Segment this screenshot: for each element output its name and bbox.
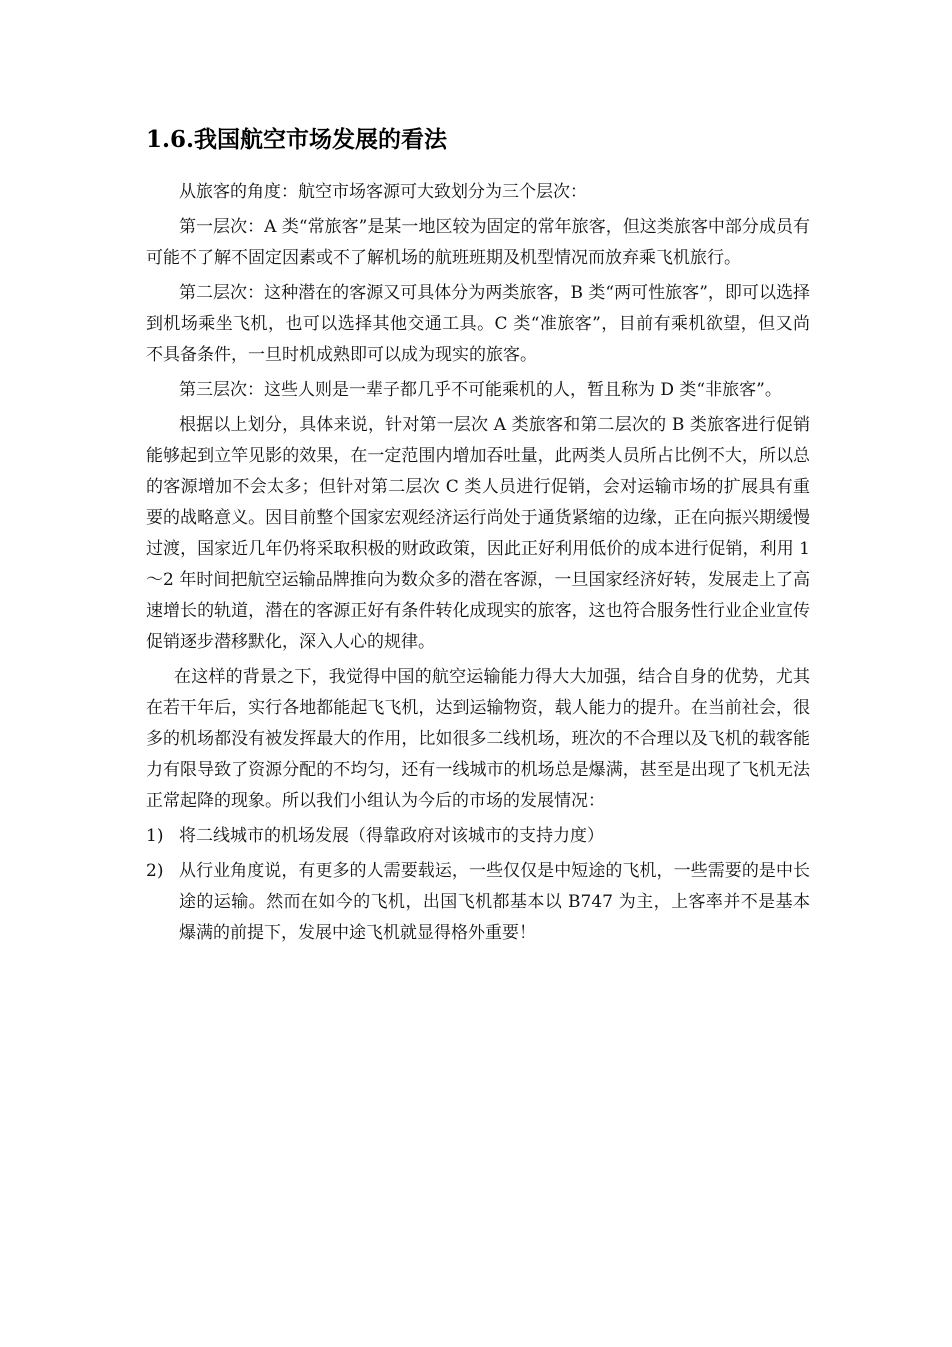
list-item <box>146 821 810 852</box>
paragraph-outlook: 在这样的背景之下，我觉得中国的航空运输能力得大大加强，结合自身的优势，尤其在若干年后，实行各地都能起飞飞机，达到运输物资，载人能力的提升。在当前社会，很多的机场都没有被发挥最大的作用，比如很多二线机场，班次的不合理以及飞机的载客能力有限导致了资源分配的不均匀，还有一线城市的机场总是爆满，甚至是出现了飞机无法正常起降的现象。所以我们小组认为今后的市场的发展情况： <box>146 667 810 811</box>
list-item <box>146 856 810 949</box>
section-heading: 1.6.我国航空市场发展的看法 <box>146 126 448 153</box>
outlook-list <box>146 821 810 949</box>
list-item-text: 从行业角度说，有更多的人需要载运，一些仅仅是中短途的飞机，一些需要的是中长途的运输。然而在如今的飞机，出国飞机都基本以 B747 为主，上客率并不是基本爆满的前提下，发展中途飞机就显得格外重要！ <box>179 861 810 943</box>
paragraph-level-one: 第一层次：A 类“常旅客”是某一地区较为固定的常年旅客，但这类旅客中部分成员有可能不了解不固定因素或不了解机场的航班班期及机型情况而放弃乘飞机旅行。 <box>146 217 810 268</box>
list-item-text: 将二线城市的机场发展（得靠政府对该城市的支持力度） <box>179 826 604 846</box>
paragraph-level-three: 第三层次：这些人则是一辈子都几乎不可能乘机的人，暂且称为 D 类“非旅客”。 <box>179 380 782 400</box>
list-item-number: 1) <box>146 826 164 846</box>
paragraph-intro: 从旅客的角度：航空市场客源可大致划分为三个层次： <box>179 182 587 202</box>
paragraph-analysis: 根据以上划分，具体来说，针对第一层次 A 类旅客和第二层次的 B 类旅客进行促销能够起到立竿见影的效果，在一定范围内增加吞吐量，此两类人员所占比例不大，所以总的客源增加不会太多；但针对第二层次 C 类人员进行促销，会对运输市场的扩展具有重要的战略意义。因目前整个国家宏观经济运行尚处于通货紧缩的边缘，正在向振兴期缓慢过渡，国家近几年仍将采取积极的财政政策，因此正好利用低价的成本进行促销，利用 1～2 年时间把航空运输品牌推向为数众多的潜在客源，一旦国家经济好转，发展走上了高速增长的轨道，潜在的客源正好有条件转化成现实的旅客，这也符合服务性行业企业宣传促销逐步潜移默化，深入人心的规律。 <box>146 415 810 652</box>
paragraph-level-two: 第二层次：这种潜在的客源又可具体分为两类旅客，B 类“两可性旅客”，即可以选择到机场乘坐飞机，也可以选择其他交通工具。C 类“准旅客”，目前有乘机欲望，但又尚不具备条件，一旦时机成熟即可以成为现实的旅客。 <box>146 283 810 365</box>
list-item-number: 2) <box>146 861 164 881</box>
document-page <box>146 120 810 953</box>
